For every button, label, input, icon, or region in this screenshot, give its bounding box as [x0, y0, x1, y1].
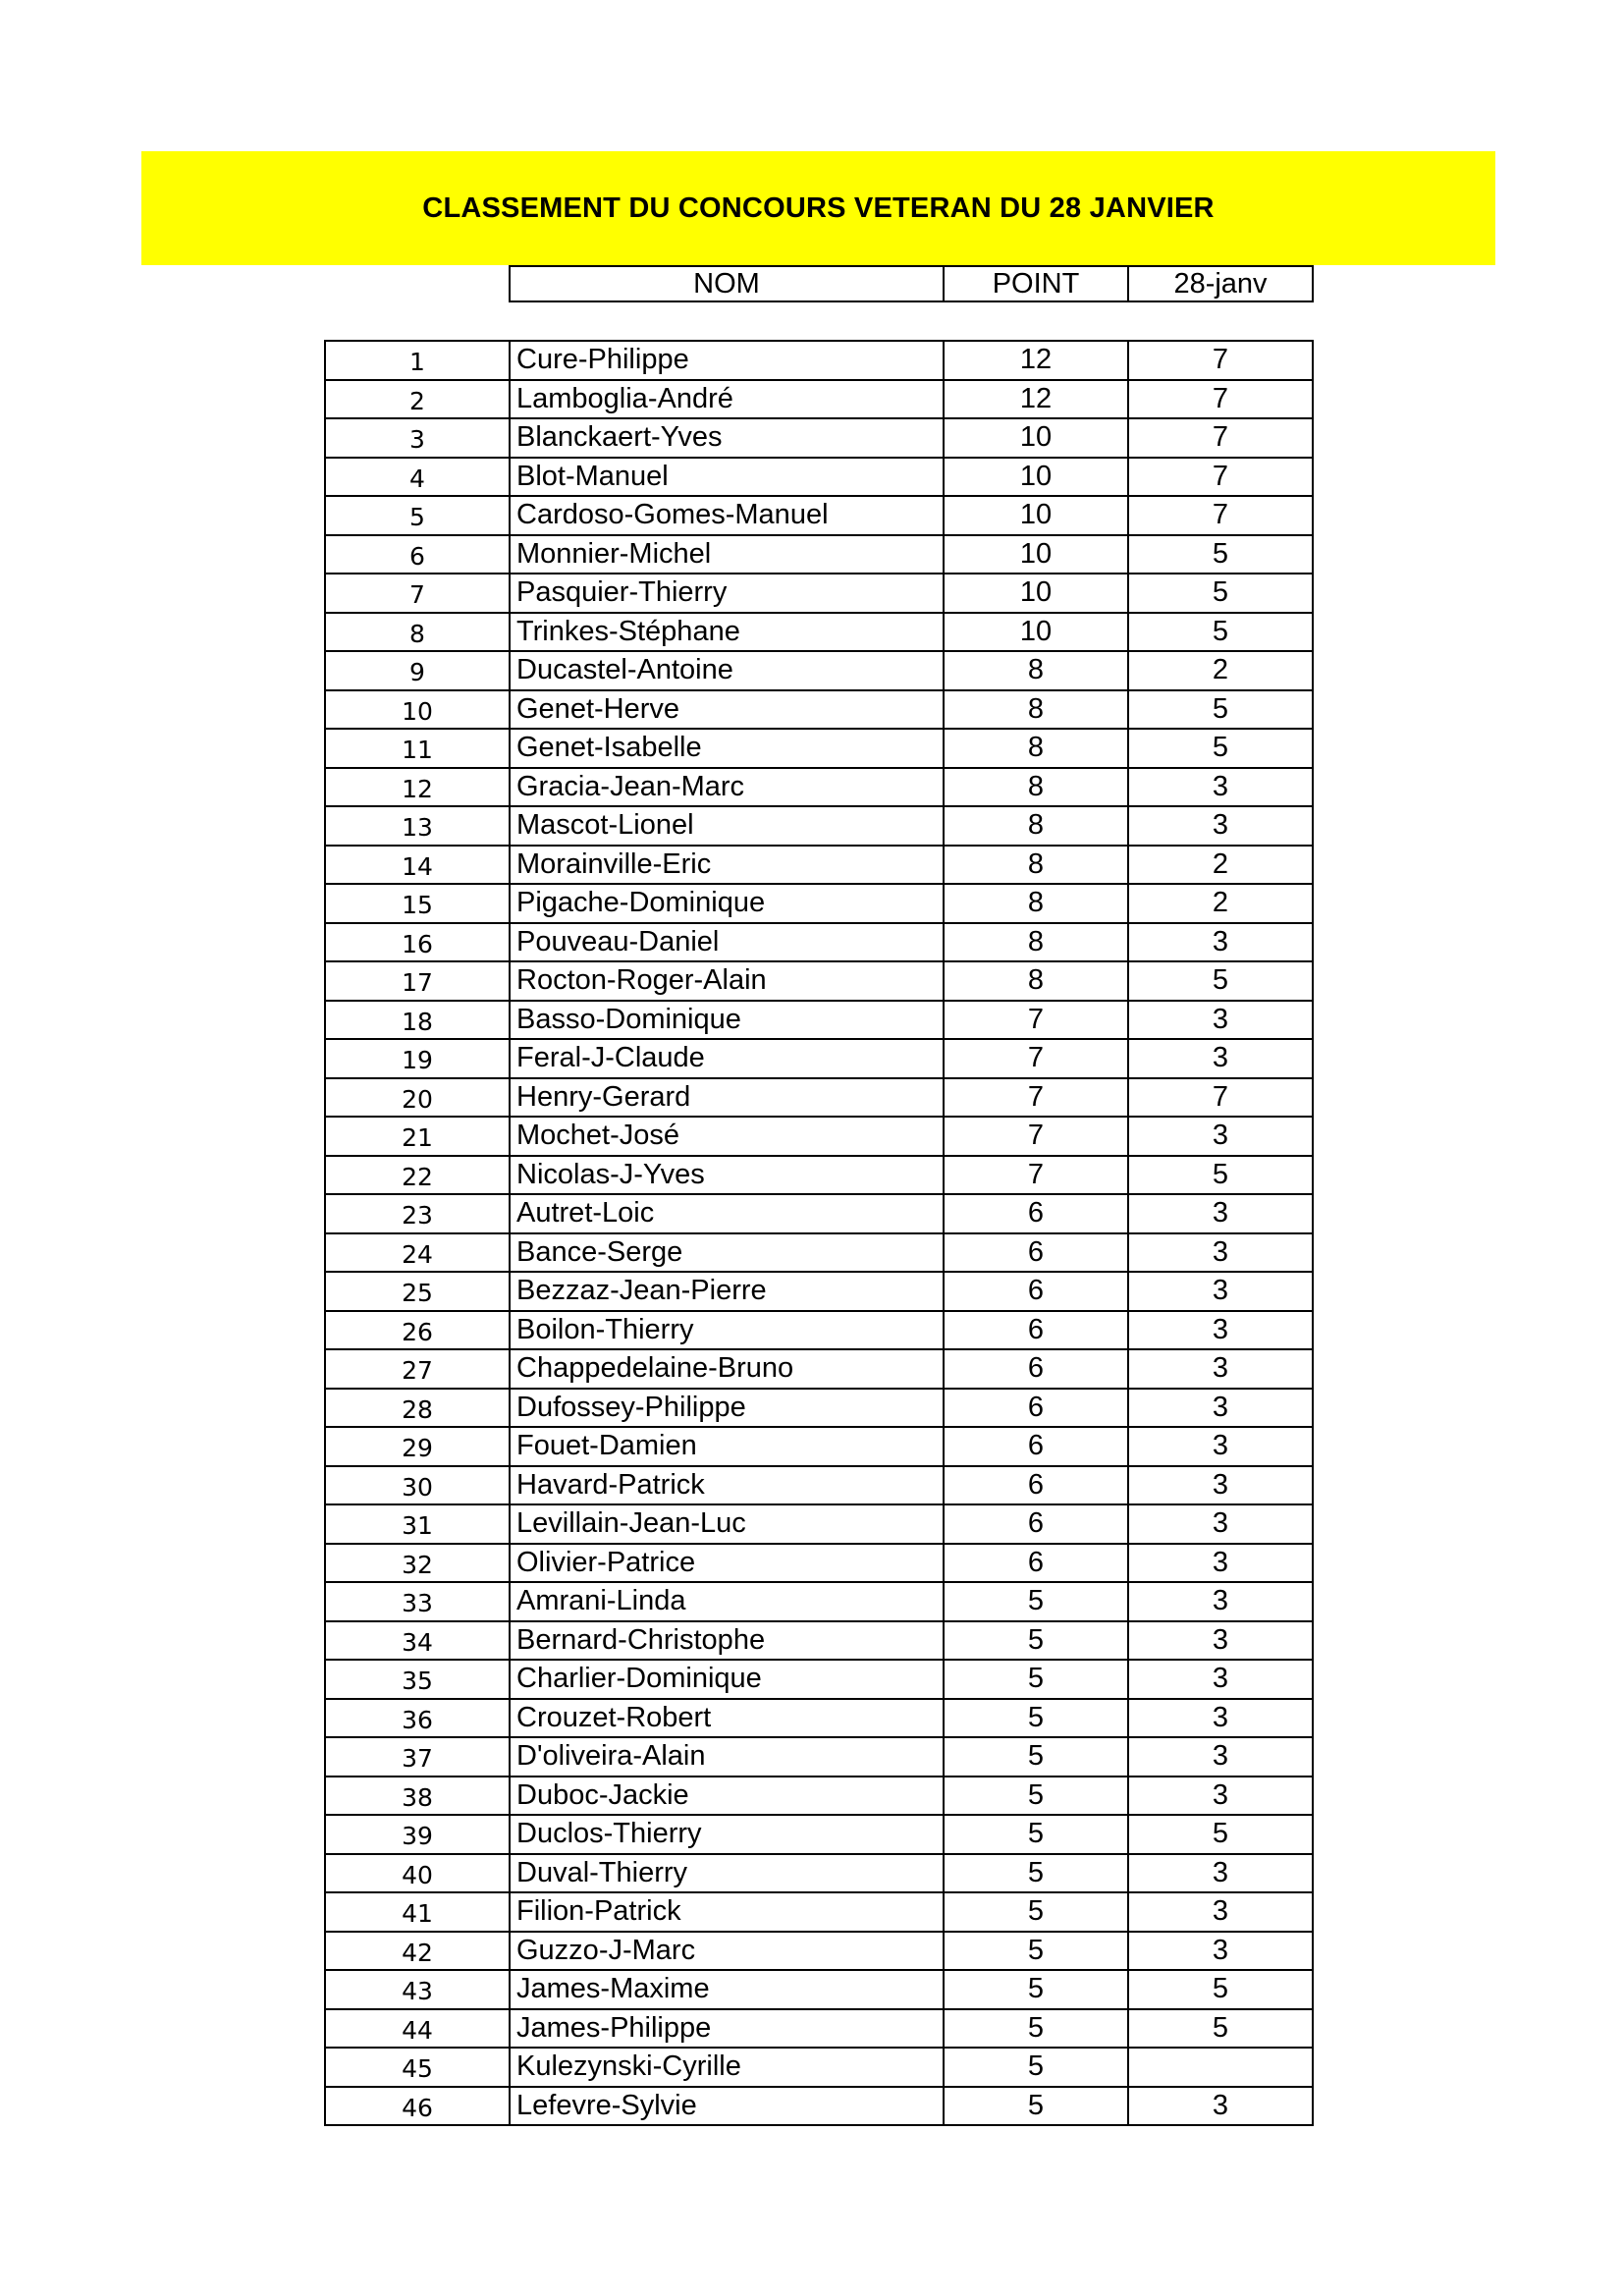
name-cell: Amrani-Linda	[510, 1582, 944, 1621]
points-cell: 5	[944, 1970, 1128, 2009]
date-score-cell: 3	[1128, 1777, 1313, 1816]
name-cell: Duboc-Jackie	[510, 1777, 944, 1816]
table-row	[325, 2048, 1313, 2087]
table-row	[325, 690, 1313, 730]
date-score-cell: 5	[1128, 961, 1313, 1001]
table-row	[325, 1854, 1313, 1893]
table-row	[325, 1117, 1313, 1156]
points-cell: 6	[944, 1544, 1128, 1583]
rank-cell: 22	[325, 1156, 510, 1195]
points-cell: 10	[944, 418, 1128, 458]
name-cell: Guzzo-J-Marc	[510, 1932, 944, 1971]
name-cell: Basso-Dominique	[510, 1001, 944, 1040]
name-cell: Lefevre-Sylvie	[510, 2087, 944, 2126]
date-score-cell: 3	[1128, 768, 1313, 807]
date-score-cell: 3	[1128, 1504, 1313, 1544]
points-cell: 10	[944, 458, 1128, 497]
date-score-cell: 3	[1128, 1117, 1313, 1156]
table-row	[325, 768, 1313, 807]
points-cell: 10	[944, 613, 1128, 652]
ranking-body	[325, 341, 1313, 2125]
table-row	[325, 458, 1313, 497]
date-score-cell: 3	[1128, 1389, 1313, 1428]
table-row	[325, 1349, 1313, 1389]
date-score-cell: 3	[1128, 1699, 1313, 1738]
date-score-cell: 3	[1128, 1233, 1313, 1273]
points-cell: 8	[944, 923, 1128, 962]
rank-cell: 21	[325, 1117, 510, 1156]
name-cell: Duval-Thierry	[510, 1854, 944, 1893]
points-cell: 5	[944, 1699, 1128, 1738]
name-cell: Filion-Patrick	[510, 1892, 944, 1932]
points-cell: 12	[944, 380, 1128, 419]
rank-cell: 29	[325, 1427, 510, 1466]
date-score-cell: 7	[1128, 496, 1313, 535]
date-score-cell: 3	[1128, 1272, 1313, 1311]
table-row	[325, 2009, 1313, 2049]
name-cell: Nicolas-J-Yves	[510, 1156, 944, 1195]
date-score-cell: 3	[1128, 1737, 1313, 1777]
rank-cell: 9	[325, 651, 510, 690]
table-row	[325, 1932, 1313, 1971]
points-cell: 8	[944, 729, 1128, 768]
table-row	[325, 574, 1313, 613]
column-header-name: NOM	[510, 266, 944, 301]
points-cell: 6	[944, 1349, 1128, 1389]
table-row	[325, 613, 1313, 652]
rank-cell: 37	[325, 1737, 510, 1777]
rank-cell: 1	[325, 341, 510, 380]
rank-cell: 34	[325, 1621, 510, 1661]
name-cell: Dufossey-Philippe	[510, 1389, 944, 1428]
table-row	[325, 651, 1313, 690]
name-cell: Cure-Philippe	[510, 341, 944, 380]
points-cell: 7	[944, 1039, 1128, 1078]
points-cell: 5	[944, 1582, 1128, 1621]
date-score-cell: 3	[1128, 1932, 1313, 1971]
table-row	[325, 923, 1313, 962]
table-row	[325, 1039, 1313, 1078]
table-row	[325, 1777, 1313, 1816]
table-row	[325, 961, 1313, 1001]
date-score-cell: 3	[1128, 1427, 1313, 1466]
points-cell: 5	[944, 1621, 1128, 1661]
name-cell: Lamboglia-André	[510, 380, 944, 419]
rank-cell: 6	[325, 535, 510, 574]
rank-cell: 38	[325, 1777, 510, 1816]
rank-cell: 8	[325, 613, 510, 652]
points-cell: 6	[944, 1194, 1128, 1233]
table-row	[325, 1582, 1313, 1621]
table-row	[325, 1427, 1313, 1466]
name-cell: Genet-Isabelle	[510, 729, 944, 768]
name-cell: Henry-Gerard	[510, 1078, 944, 1118]
table-row	[325, 2087, 1313, 2126]
rank-cell: 27	[325, 1349, 510, 1389]
rank-cell: 28	[325, 1389, 510, 1428]
name-cell: Olivier-Patrice	[510, 1544, 944, 1583]
name-cell: Mascot-Lionel	[510, 806, 944, 846]
date-score-cell: 7	[1128, 418, 1313, 458]
points-cell: 10	[944, 574, 1128, 613]
points-cell: 6	[944, 1272, 1128, 1311]
date-score-cell: 3	[1128, 1544, 1313, 1583]
table-row	[325, 418, 1313, 458]
table-row	[325, 380, 1313, 419]
points-cell: 6	[944, 1466, 1128, 1505]
name-cell: Kulezynski-Cyrille	[510, 2048, 944, 2087]
name-cell: Charlier-Dominique	[510, 1660, 944, 1699]
page-title: CLASSEMENT DU CONCOURS VETERAN DU 28 JANVIER	[422, 191, 1215, 224]
points-cell: 10	[944, 496, 1128, 535]
name-cell: Rocton-Roger-Alain	[510, 961, 944, 1001]
date-score-cell: 2	[1128, 651, 1313, 690]
points-cell: 5	[944, 1815, 1128, 1854]
name-cell: Autret-Loic	[510, 1194, 944, 1233]
date-score-cell: 3	[1128, 1892, 1313, 1932]
date-score-cell: 5	[1128, 613, 1313, 652]
table-row	[325, 884, 1313, 923]
points-cell: 8	[944, 690, 1128, 730]
table-row	[325, 1892, 1313, 1932]
rank-cell: 35	[325, 1660, 510, 1699]
name-cell: Bance-Serge	[510, 1233, 944, 1273]
points-cell: 8	[944, 884, 1128, 923]
name-cell: Ducastel-Antoine	[510, 651, 944, 690]
name-cell: Boilon-Thierry	[510, 1311, 944, 1350]
date-score-cell: 5	[1128, 1815, 1313, 1854]
name-cell: Pigache-Dominique	[510, 884, 944, 923]
table-row	[325, 1466, 1313, 1505]
title-banner	[141, 151, 1495, 265]
points-cell: 10	[944, 535, 1128, 574]
rank-cell: 42	[325, 1932, 510, 1971]
rank-cell: 23	[325, 1194, 510, 1233]
name-cell: Gracia-Jean-Marc	[510, 768, 944, 807]
points-cell: 7	[944, 1117, 1128, 1156]
date-score-cell: 5	[1128, 574, 1313, 613]
name-cell: Havard-Patrick	[510, 1466, 944, 1505]
table-row	[325, 1815, 1313, 1854]
rank-cell: 45	[325, 2048, 510, 2087]
table-row	[325, 806, 1313, 846]
date-score-cell: 3	[1128, 1854, 1313, 1893]
points-cell: 6	[944, 1389, 1128, 1428]
date-score-cell: 3	[1128, 1349, 1313, 1389]
points-cell: 5	[944, 1660, 1128, 1699]
table-row	[325, 1737, 1313, 1777]
points-cell: 5	[944, 1854, 1128, 1893]
rank-cell: 3	[325, 418, 510, 458]
rank-cell: 11	[325, 729, 510, 768]
date-score-cell: 5	[1128, 729, 1313, 768]
rank-cell: 43	[325, 1970, 510, 2009]
column-header-table	[509, 265, 1314, 302]
points-cell: 6	[944, 1504, 1128, 1544]
rank-cell: 30	[325, 1466, 510, 1505]
rank-cell: 32	[325, 1544, 510, 1583]
points-cell: 7	[944, 1156, 1128, 1195]
rank-cell: 19	[325, 1039, 510, 1078]
rank-cell: 46	[325, 2087, 510, 2126]
date-score-cell: 5	[1128, 1970, 1313, 2009]
points-cell: 8	[944, 651, 1128, 690]
rank-cell: 15	[325, 884, 510, 923]
points-cell: 12	[944, 341, 1128, 380]
rank-cell: 2	[325, 380, 510, 419]
points-cell: 5	[944, 1737, 1128, 1777]
points-cell: 5	[944, 2048, 1128, 2087]
table-row	[325, 1194, 1313, 1233]
table-row	[325, 1504, 1313, 1544]
name-cell: Mochet-José	[510, 1117, 944, 1156]
rank-cell: 39	[325, 1815, 510, 1854]
table-row	[325, 496, 1313, 535]
table-row	[325, 1699, 1313, 1738]
table-row	[325, 846, 1313, 885]
name-cell: Feral-J-Claude	[510, 1039, 944, 1078]
points-cell: 5	[944, 2087, 1128, 2126]
rank-cell: 41	[325, 1892, 510, 1932]
table-row	[325, 1389, 1313, 1428]
date-score-cell: 3	[1128, 1039, 1313, 1078]
table-row	[325, 1078, 1313, 1118]
name-cell: Blot-Manuel	[510, 458, 944, 497]
rank-cell: 14	[325, 846, 510, 885]
rank-cell: 7	[325, 574, 510, 613]
name-cell: Trinkes-Stéphane	[510, 613, 944, 652]
table-row	[325, 1660, 1313, 1699]
date-score-cell: 3	[1128, 1660, 1313, 1699]
table-row	[325, 1621, 1313, 1661]
date-score-cell: 3	[1128, 923, 1313, 962]
date-score-cell: 7	[1128, 458, 1313, 497]
rank-cell: 10	[325, 690, 510, 730]
table-row	[325, 341, 1313, 380]
column-header-points: POINT	[944, 266, 1128, 301]
table-row	[325, 1156, 1313, 1195]
name-cell: Monnier-Michel	[510, 535, 944, 574]
name-cell: Bezzaz-Jean-Pierre	[510, 1272, 944, 1311]
name-cell: Morainville-Eric	[510, 846, 944, 885]
rank-cell: 12	[325, 768, 510, 807]
points-cell: 5	[944, 1892, 1128, 1932]
date-score-cell: 3	[1128, 1621, 1313, 1661]
name-cell: Levillain-Jean-Luc	[510, 1504, 944, 1544]
rank-cell: 44	[325, 2009, 510, 2049]
points-cell: 6	[944, 1311, 1128, 1350]
table-row	[325, 535, 1313, 574]
name-cell: Pouveau-Daniel	[510, 923, 944, 962]
rank-cell: 26	[325, 1311, 510, 1350]
date-score-cell: 7	[1128, 1078, 1313, 1118]
date-score-cell: 5	[1128, 535, 1313, 574]
table-row	[325, 1272, 1313, 1311]
date-score-cell: 5	[1128, 1156, 1313, 1195]
points-cell: 8	[944, 768, 1128, 807]
points-cell: 7	[944, 1001, 1128, 1040]
table-row	[325, 1544, 1313, 1583]
rank-cell: 25	[325, 1272, 510, 1311]
rank-cell: 17	[325, 961, 510, 1001]
table-row	[325, 1970, 1313, 2009]
name-cell: James-Maxime	[510, 1970, 944, 2009]
name-cell: D'oliveira-Alain	[510, 1737, 944, 1777]
rank-cell: 5	[325, 496, 510, 535]
date-score-cell: 3	[1128, 1582, 1313, 1621]
date-score-cell: 3	[1128, 1194, 1313, 1233]
rank-cell: 16	[325, 923, 510, 962]
name-cell: Genet-Herve	[510, 690, 944, 730]
points-cell: 6	[944, 1427, 1128, 1466]
rank-cell: 40	[325, 1854, 510, 1893]
table-row	[325, 729, 1313, 768]
date-score-cell: 2	[1128, 884, 1313, 923]
name-cell: Blanckaert-Yves	[510, 418, 944, 458]
column-header-row	[510, 266, 1313, 301]
rank-cell: 33	[325, 1582, 510, 1621]
date-score-cell	[1128, 2048, 1313, 2087]
points-cell: 8	[944, 961, 1128, 1001]
date-score-cell: 3	[1128, 1311, 1313, 1350]
date-score-cell: 7	[1128, 341, 1313, 380]
column-header-date: 28-janv	[1128, 266, 1313, 301]
table-row	[325, 1001, 1313, 1040]
rank-cell: 31	[325, 1504, 510, 1544]
date-score-cell: 7	[1128, 380, 1313, 419]
name-cell: Pasquier-Thierry	[510, 574, 944, 613]
ranking-table	[324, 340, 1314, 2126]
name-cell: Crouzet-Robert	[510, 1699, 944, 1738]
points-cell: 5	[944, 1932, 1128, 1971]
points-cell: 7	[944, 1078, 1128, 1118]
date-score-cell: 5	[1128, 2009, 1313, 2049]
points-cell: 8	[944, 846, 1128, 885]
rank-cell: 20	[325, 1078, 510, 1118]
date-score-cell: 2	[1128, 846, 1313, 885]
rank-cell: 24	[325, 1233, 510, 1273]
name-cell: Fouet-Damien	[510, 1427, 944, 1466]
name-cell: Duclos-Thierry	[510, 1815, 944, 1854]
date-score-cell: 3	[1128, 2087, 1313, 2126]
points-cell: 8	[944, 806, 1128, 846]
rank-cell: 36	[325, 1699, 510, 1738]
points-cell: 5	[944, 1777, 1128, 1816]
table-row	[325, 1233, 1313, 1273]
points-cell: 6	[944, 1233, 1128, 1273]
name-cell: James-Philippe	[510, 2009, 944, 2049]
rank-cell: 18	[325, 1001, 510, 1040]
name-cell: Cardoso-Gomes-Manuel	[510, 496, 944, 535]
rank-cell: 13	[325, 806, 510, 846]
name-cell: Bernard-Christophe	[510, 1621, 944, 1661]
name-cell: Chappedelaine-Bruno	[510, 1349, 944, 1389]
points-cell: 5	[944, 2009, 1128, 2049]
table-row	[325, 1311, 1313, 1350]
date-score-cell: 3	[1128, 806, 1313, 846]
date-score-cell: 3	[1128, 1001, 1313, 1040]
date-score-cell: 5	[1128, 690, 1313, 730]
date-score-cell: 3	[1128, 1466, 1313, 1505]
rank-cell: 4	[325, 458, 510, 497]
